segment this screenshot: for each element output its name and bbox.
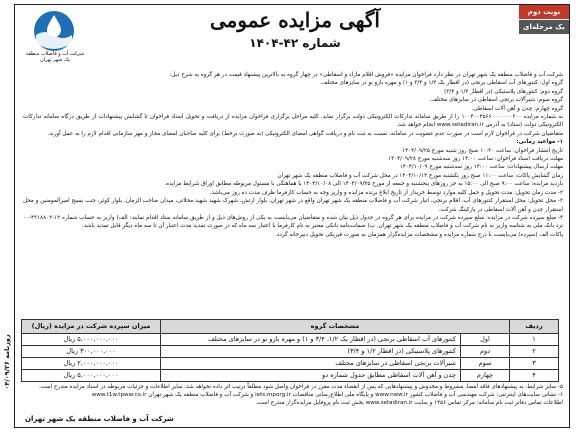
row-number: ۲: [510, 346, 559, 358]
delivery-place-line: ۳- محل تحویل: محل استقرار کنتورهای آب، اقلام برنجی، انبار شرکت آب و فاضلاب منطقه یک شهر تهران واقع در شهر تهران، بلوار ارتش، شهرک شهید شهید محلاتی، میدان صاحب الزمان، بلوار کوثر، جنب بسیج امیرالمومنین و محل استقرار چدن و آهن آلات اسقاطی در پارکینگ شرکت.: [23, 198, 563, 213]
header-row-number: ردیف: [510, 320, 559, 334]
stage-badge: یک مرحله‌ای: [519, 20, 569, 34]
notice-frame: [14, 4, 570, 428]
envelope-line: پاکات الف (سپرده) می‌بایست با درج شماره مزایده و مشخصات مزایده‌گزار همزمان به صورت فیزیکی تحویل دبیرخانه گردد.: [275, 231, 563, 238]
header-group-spec: مشخصات گروه: [161, 320, 510, 334]
contact-line: اطلاعات تماس دفاتر ثبت نام سامانه: مرکز تماس ۱۴۵۶ و سایت www.setadiran.ir بخش ثبت نام پروفایل مزایده‌گزار مندرج است.: [255, 400, 563, 407]
notice-body: [23, 71, 563, 267]
publish-date-line: تاریخ انتشار فراخوان: ساعت ۱۰:۳۰ صبح روز شنبه مورخ ۱۴۰۴/۰۹/۲۵: [402, 147, 563, 154]
registration-paragraph: متقاضیان شرکت در فراخوان لازم است در صورت عدم عضویت در سامانه، نسبت به ثبت نام و دریافت گواهی امضای الکترونیکی (به صورت برخط) برای کلیه صاحبان امضای مجاز و مهر سازمانی اقدام لازم را به عمل آورند.: [47, 130, 563, 137]
row-deposit: ۵,۰۰۰,۰۰۰,۰۰۰ ریال: [22, 334, 161, 346]
group-3-line: گروه سوم: شیرآلات برنجی اسقاطی در سایزهای مختلف.: [429, 97, 563, 104]
logo-caption: شرکت آب و فاضلاب منطقه یک شهر تهران: [25, 51, 85, 63]
docs-deadline-line: مهلت دریافت اسناد فراخوان: ساعت ۱۴:۰۰ روز سه‌شنبه مورخ ۱۴۰۴/۰۹/۲۸: [388, 156, 563, 163]
table-row: [22, 334, 559, 346]
table-row: [22, 358, 559, 370]
row-spec: کنتورهای آب اسقاطی برنجی (در اقطار یک ۱/۲، ۳/۴ و ۱) و مهره بازو نو در سایزهای مختلف: [161, 334, 461, 346]
page-title: آگهی مزایده عمومی: [210, 8, 380, 32]
group-1-line: گروه اول: کنتورهای آب اسقاطی برنجی (در اقطار یک ۱/۲ و ۳/۴ و ۱) و مهره بازو نو در سایزهای مختلف.: [320, 80, 563, 87]
row-number: ۳: [510, 358, 559, 370]
table-row: [22, 370, 559, 382]
side-publication-date: روزنامه ۰۴/۰۹/۲۶: [3, 334, 11, 390]
delivery-time-line: ۲- مدت زمان تحویل: مدت تحویل و حمل کلیه موارد توسط خریدار از تاریخ ابلاغ برنده مزایده و واریز وجه به حساب کارفرما ظرف مدت ده روز می‌باشد.: [209, 189, 563, 196]
row-number: ۱: [510, 334, 559, 346]
timeline-heading: ۱- مواعید زمانی:: [516, 139, 563, 146]
row-group: اول: [461, 334, 510, 346]
row-deposit: ۲,۰۰۰,۰۰۰,۰۰۰ ریال: [22, 358, 161, 370]
setad-paragraph: به شماره مزایده ۱۰۰۴۰۰۴۵۶۶۰۰۰۰۰۰۰۲۰۰ را از طریق سامانه تدارکات الکترونیکی دولت برگزار نماید. کلیه مراحل برگزاری فراخوان مزایده از دریافت و تحویل اسناد فراخوان تا گشایش پیشنهادات از طریق درگاه سامانه تدارکات الکترونیکی دولت (ستاد) به آدرس www.setadiran.ir انجام خواهد شد.: [23, 114, 563, 129]
water-company-logo-icon: [27, 9, 81, 53]
groups-table: [21, 319, 559, 382]
offer-deadline-line: مهلت ارسال پیشنهادات: ساعت ۱۴:۰۰ روز سه‌شنبه مورخ ۱۴۰۴/۱۰/۰۹: [399, 164, 563, 171]
row-spec: چدن و آهن آلات اسقاطی مطابق جدول شماره دو: [161, 370, 461, 382]
row-deposit: ۳۰۰,۰۰۰,۰۰۰ ریال: [22, 346, 161, 358]
deposit-line: ۴- مبلغ سپرده شرکت در مزایده: مبلغ سپرده شرکت در مزایده برای هر گروه در جدول ذیل بیان شده و متقاضیان می‌بایست به یکی از روش‌های ذیل و از طریق سامانه ستاد اقدام نمایند: الف) واریز به حساب شماره ۱۲-۴۳۱۸۸۰۲-۰۰ نزد بانک ملی به شناسه واریز به نام شرکت آب و فاضلاب منطقه یک شهر تهران. ب) ضمانت‌نامه بانکی معتبر به نام کارفرما با اعتبار سه ماه که در صورت تمدید مدت اعتبار آن تا سه ماه دیگر قابل تمدید باشد.: [23, 214, 563, 230]
group-2-line: گروه دوم: کنتورهای پلاستیکی (در اقطار ۱/۲ و ۳/۴): [444, 88, 563, 95]
company-signature: شرکت آب و فاضلاب منطقه یک شهر تهران: [25, 415, 174, 423]
row-number: ۴: [510, 370, 559, 382]
intro-paragraph: شرکت آب و فاضلاب منطقه یک شهر تهران در نظر دارد فراخوان مزایده «فروش اقلام مازاد و اسقاطی» در چهار گروه به بالاترین پیشنهاد قیمت در هر گروه به شرح ذیل:: [169, 72, 563, 78]
header-deposit: میزان سپرده شرکت در مزایده (ریال): [22, 320, 161, 334]
visit-line: بازدید مزایده: ساعت ۹:۰۰ صبح الی ۱۵:۰۰ به جز روزهای پنجشنبه و جمعه از مورخ ۱۴۰۴/۰۹/۲۵ الی ۱۴۰۴/۱۰/۰۸ با هماهنگی با مسئول مربوطه مطابق اوراق شرایط مزایده.: [164, 181, 563, 188]
notice-header: [15, 5, 569, 69]
notice-number: شماره ۴۲-۱۴۰۴: [249, 36, 341, 50]
row-group: دوم: [461, 346, 510, 358]
websites-line: ۶- نشانی سایت‌های اینترنتی: شرکت مهندسی آب و فاضلاب کشور www.nww.ir و پایگاه ملی اطلاع‌رسانی مناقصات iets.mporg.ir و شرکت آب و فاضلاب منطقه یک شهر تهران www.t1w.tpww.co.ir: [91, 392, 563, 399]
row-group: چهارم: [461, 370, 510, 382]
table-header-row: [22, 320, 559, 334]
row-deposit: ۵,۰۰۰,۰۰۰,۰۰۰ ریال: [22, 370, 161, 382]
other-terms-line: ۵- سایر شرایط: به پیشنهادهای فاقد امضا، مشروط و مخدوش و پیشنهادهایی که پس از انقضاء مدت مقرر در فراخوان واصل شود مطلقاً ترتیب اثر داده نخواهد شد. سایر اطلاعات و جزئیات مربوطه در اسناد مزایده مندرج است.: [38, 384, 563, 390]
row-spec: شیرآلات برنجی اسقاطی در سایزهای مختلف: [161, 358, 461, 370]
notice-footer: [23, 383, 563, 415]
row-group: سوم: [461, 358, 510, 370]
round-badge: نوبت دوم: [519, 5, 569, 19]
row-spec: کنتورهای پلاستیکی (در اقطار ۱/۲ و ۳/۴): [161, 346, 461, 358]
table-row: [22, 346, 559, 358]
opening-line: زمان گشایش پاکات: ساعت ۱۱:۰۰ صبح روز یکشنبه مورخ ۱۴۰۴/۱۰/۱۴ در محل شرکت آب و فاضلاب منطقه یک شهر تهران: [277, 172, 563, 179]
group-4-line: گروه چهارم: چدن و آهن آلات اسقاطی.: [471, 105, 563, 112]
